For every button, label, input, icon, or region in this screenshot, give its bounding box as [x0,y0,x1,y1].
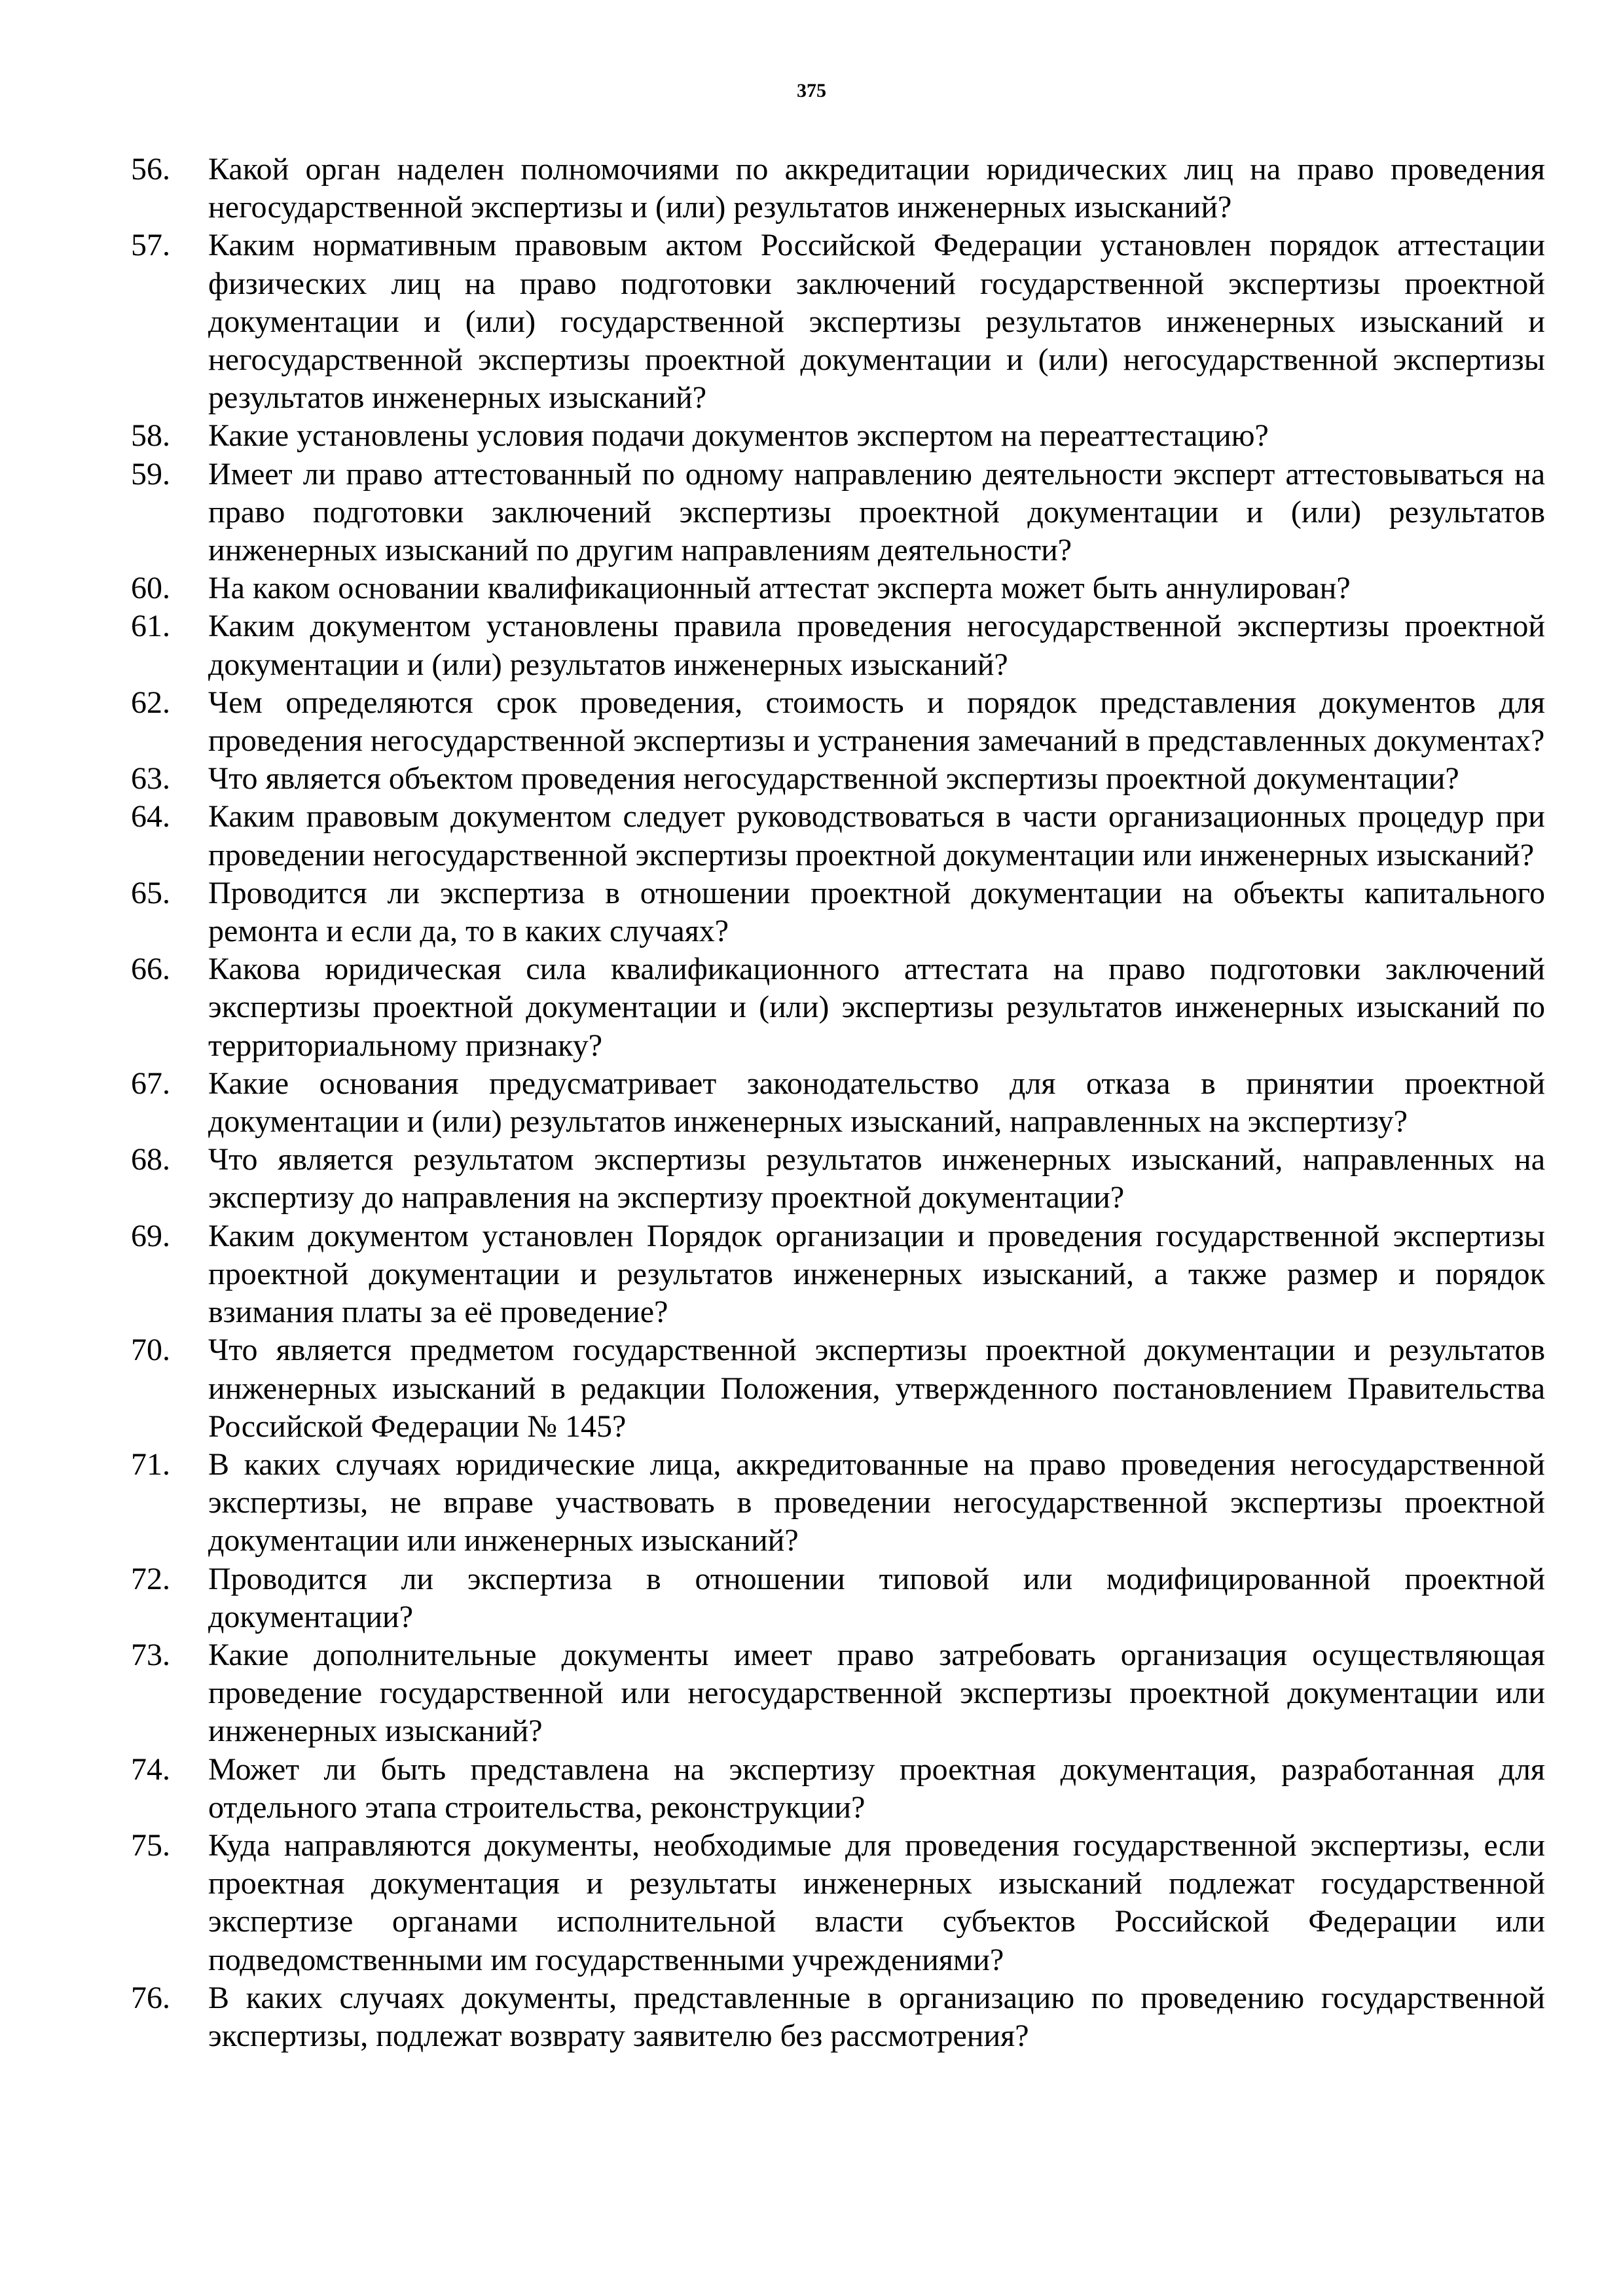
question-number: 68. [131,1142,170,1177]
question-number: 65. [131,875,170,910]
question-number: 58. [131,418,170,454]
question-text: Что является объектом проведения негосударственной экспертизы проектной документации? [208,761,1459,797]
question-number: 69. [131,1218,170,1253]
list-item [131,607,1545,683]
list-item [131,456,1545,570]
list-item [131,1560,1545,1636]
list-item [131,151,1545,226]
list-item [131,1446,1545,1560]
question-number: 70. [131,1333,170,1368]
list-item [131,798,1545,874]
question-number: 73. [131,1637,170,1672]
question-number: 56. [131,152,170,187]
question-text: Какие основания предусматривает законодательство для отказа в принятии проектной документации и (или) результатов инженерных изысканий, направленных на экспертизу? [208,1066,1545,1139]
question-number: 64. [131,799,170,834]
question-text: Какие дополнительные документы имеет право затребовать организация осуществляющая проведение государственной или негосударственной экспертизы проектной документации или инженерных изысканий? [208,1637,1545,1749]
question-number: 74. [131,1751,170,1787]
question-number: 59. [131,456,170,492]
question-list [131,151,1545,2055]
list-item [131,1065,1545,1141]
list-item [131,1827,1545,1979]
question-text: В каких случаях документы, представленные в организацию по проведению государственной экспертизы, подлежат возврату заявителю без рассмотрения? [208,1980,1545,2053]
question-text: Каким документом установлен Порядок организации и проведения государственной экспертизы проектной документации и результатов инженерных изысканий, а также размер и порядок взимания платы за её проведение? [208,1218,1545,1330]
question-text: Проводится ли экспертиза в отношении типовой или модифицированной проектной документации? [208,1561,1545,1634]
question-number: 62. [131,685,170,720]
question-text: Имеет ли право аттестованный по одному направлению деятельности эксперт аттестовываться на право подготовки заключений экспертизы проектной документации и (или) результатов инженерных изысканий по другим направлениям деятельности? [208,456,1545,568]
list-item [131,1751,1545,1827]
list-item [131,874,1545,950]
question-text: Может ли быть представлена на экспертизу проектная документация, разработанная для отдельного этапа строительства, реконструкции? [208,1751,1545,1825]
question-number: 63. [131,761,170,797]
question-text: Что является результатом экспертизы результатов инженерных изысканий, направленных на экспертизу до направления на экспертизу проектной документации? [208,1142,1545,1215]
question-text: Что является предметом государственной экспертизы проектной документации и результатов инженерных изысканий в редакции Положения, утвержденного постановлением Правительства Российской Федерации № 145? [208,1333,1545,1444]
question-text: Куда направляются документы, необходимые для проведения государственной экспертизы, если проектная документация и результаты инженерных изысканий подлежат государственной экспертизе органами исполнительной власти субъектов Российской Федерации или подведомственными им государственными учреждениями? [208,1827,1545,1977]
question-text: На каком основании квалификационный аттестат эксперта может быть аннулирован? [208,571,1351,606]
question-text: Проводится ли экспертиза в отношении проектной документации на объекты капитального ремонта и если да, то в каких случаях? [208,875,1545,949]
question-number: 57. [131,228,170,263]
question-number: 66. [131,952,170,987]
question-text: Каким нормативным правовым актом Российской Федерации установлен порядок аттестации физических лиц на право подготовки заключений государственной экспертизы проектной документации и (или) государственной экспертизы результатов инженерных изысканий и негосударственной экспертизы проектной документации и (или) негосударственной экспертизы результатов инженерных изысканий? [208,228,1545,416]
question-text: Чем определяются срок проведения, стоимость и порядок представления документов для проведения негосударственной экспертизы и устранения замечаний в представленных документах? [208,685,1545,759]
list-item [131,1636,1545,1751]
question-number: 60. [131,571,170,606]
question-text: Какова юридическая сила квалификационного аттестата на право подготовки заключений экспертизы проектной документации и (или) экспертизы результатов инженерных изысканий по территориальному признаку? [208,952,1545,1063]
question-number: 72. [131,1561,170,1596]
list-item [131,1331,1545,1446]
list-item [131,569,1545,607]
list-item [131,1979,1545,2055]
list-item [131,1141,1545,1217]
question-number: 61. [131,609,170,644]
question-text: Каким документом установлены правила проведения негосударственной экспертизы проектной документации и (или) результатов инженерных изысканий? [208,609,1545,682]
question-text: В каких случаях юридические лица, аккредитованные на право проведения негосударственной экспертизы, не вправе участвовать в проведении негосударственной экспертизы проектной документации или инженерных изысканий? [208,1446,1545,1558]
list-item [131,417,1545,455]
list-item [131,950,1545,1065]
question-text: Каким правовым документом следует руководствоваться в части организационных процедур при проведении негосударственной экспертизы проектной документации или инженерных изысканий? [208,799,1545,872]
question-number: 71. [131,1446,170,1482]
question-text: Какой орган наделен полномочиями по аккредитации юридических лиц на право проведения негосударственной экспертизы и (или) результатов инженерных изысканий? [208,152,1545,225]
list-item [131,226,1545,417]
list-item [131,1217,1545,1332]
question-number: 67. [131,1066,170,1101]
question-text: Какие установлены условия подачи документов экспертом на переаттестацию? [208,418,1269,454]
page-number: 375 [797,80,826,101]
list-item [131,760,1545,798]
question-number: 75. [131,1827,170,1863]
question-number: 76. [131,1980,170,2015]
list-item [131,684,1545,760]
